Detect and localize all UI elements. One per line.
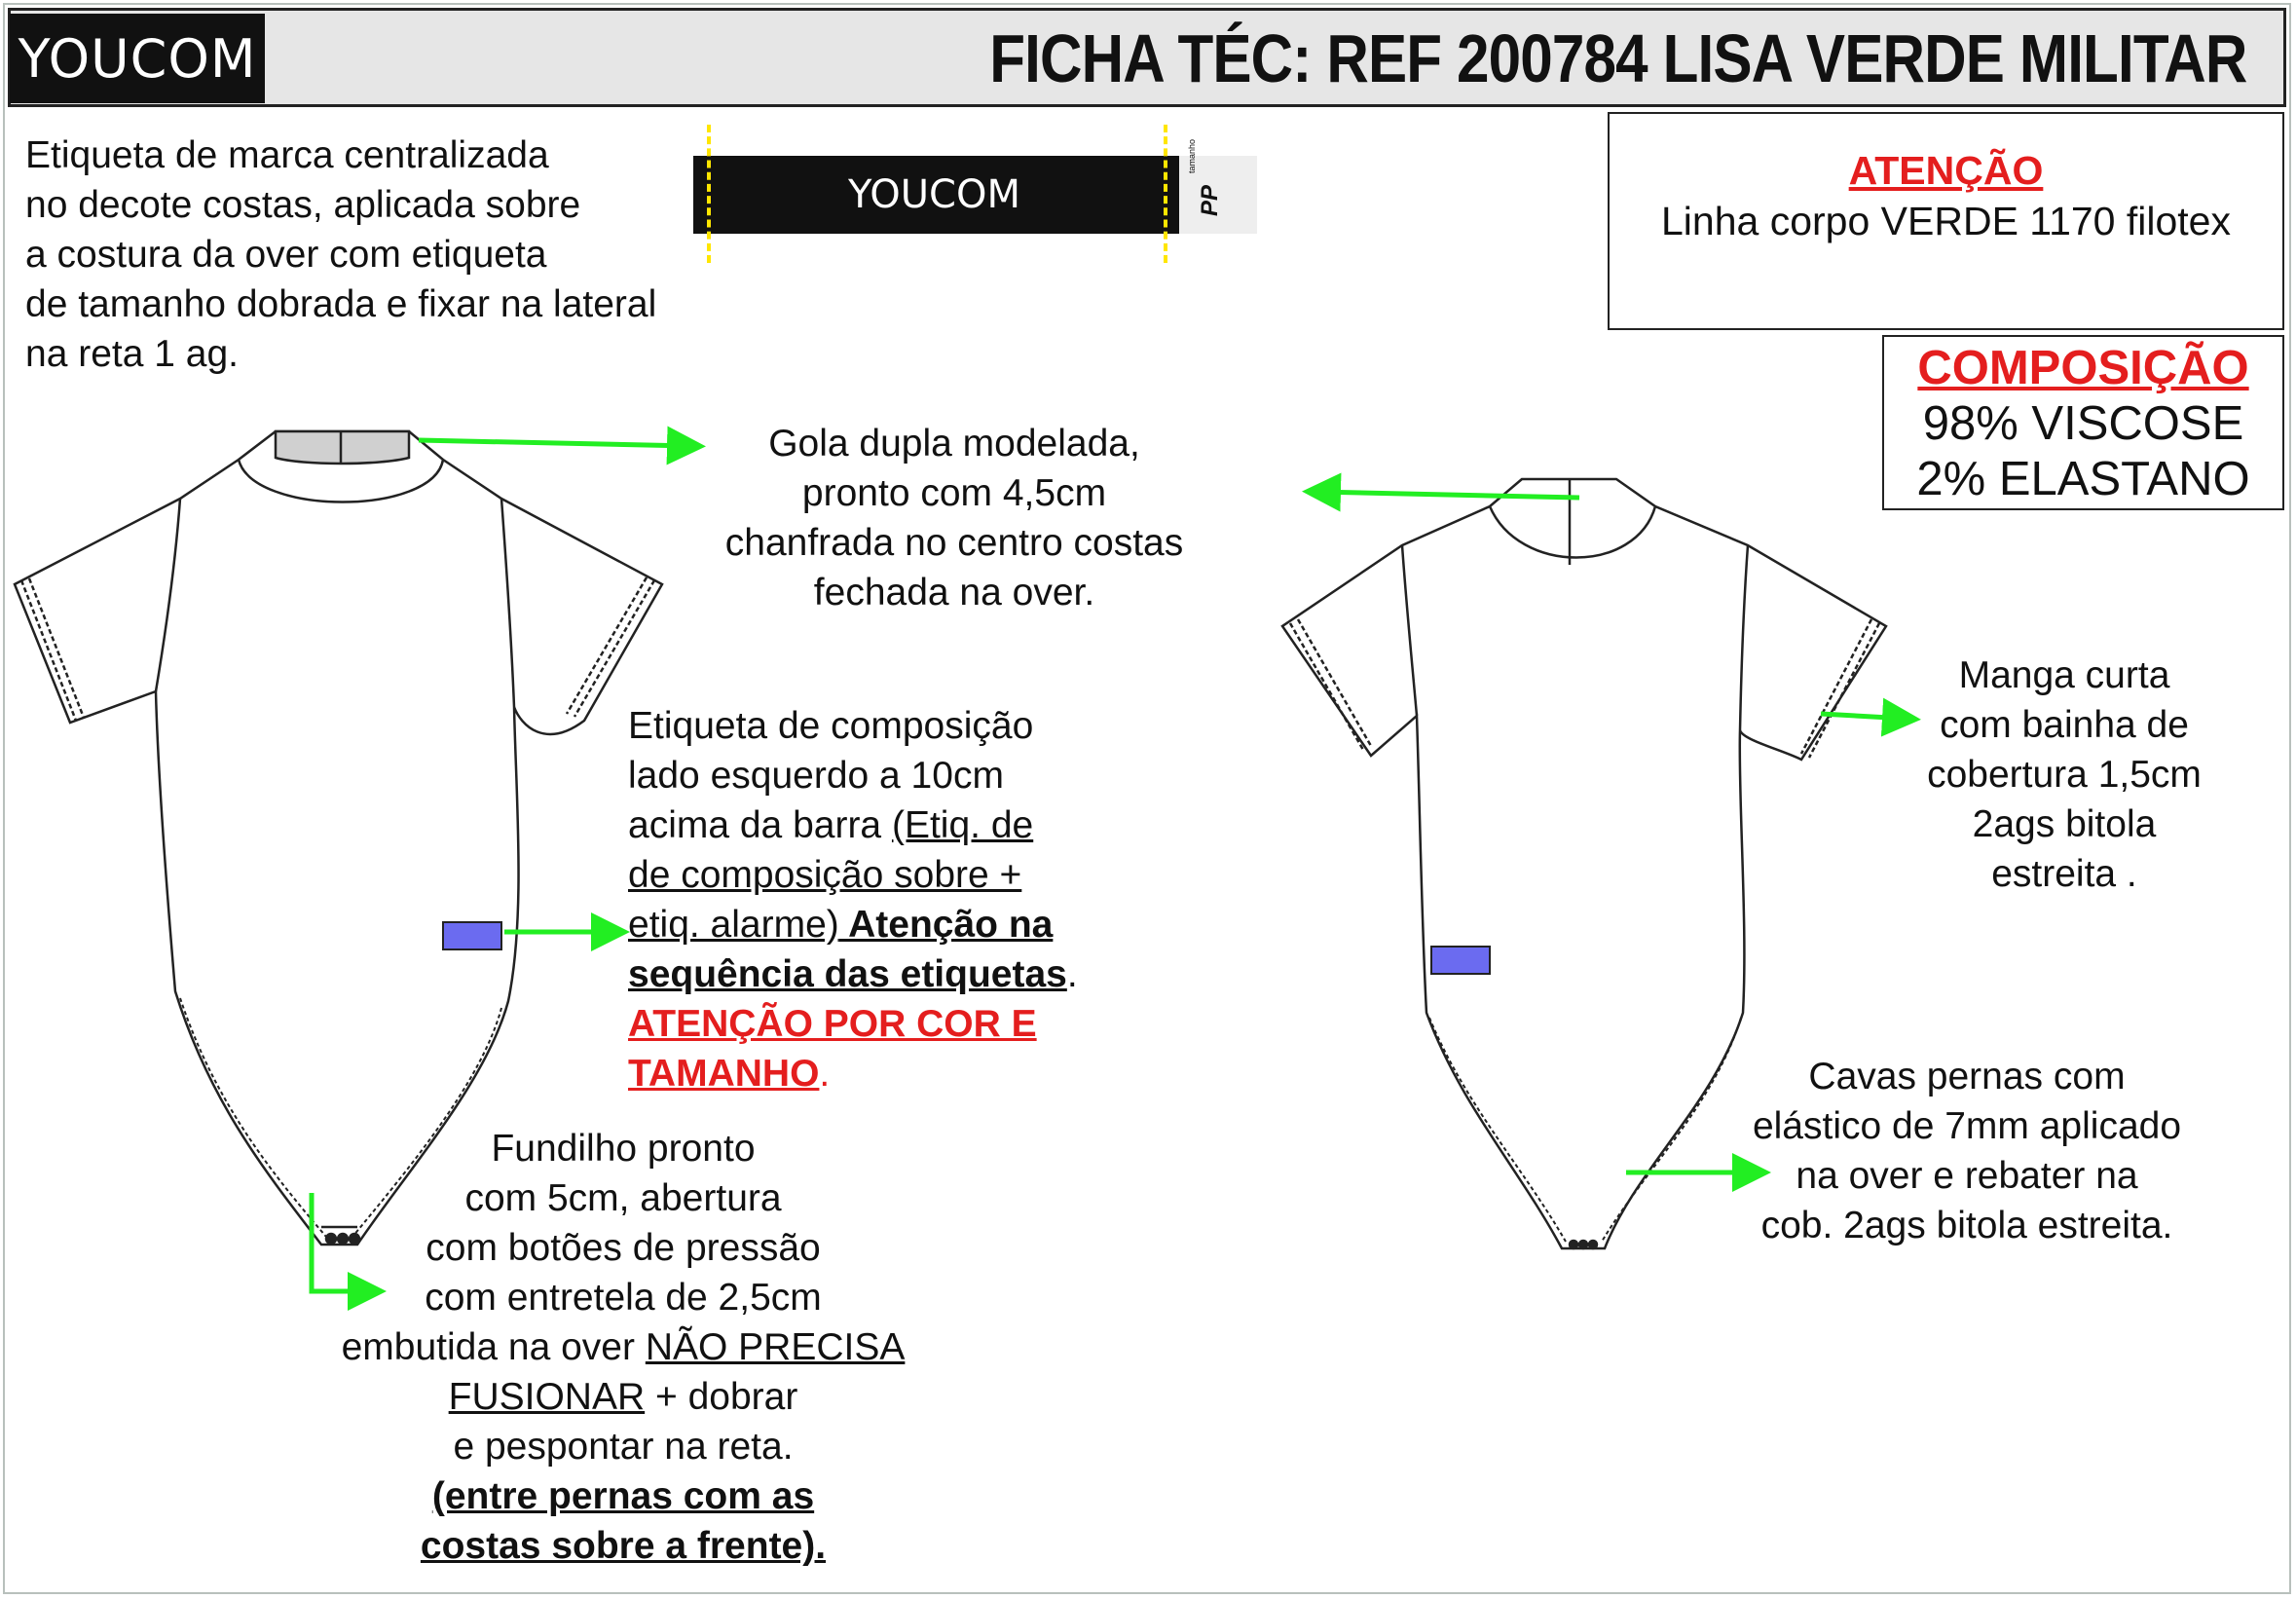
page-title: FICHA TÉC: REF 200784 LISA VERDE MILITAR [989, 20, 2247, 96]
size-caption: tamanho [1187, 138, 1197, 173]
note-line: de tamanho dobrada e fixar na lateral [25, 283, 657, 325]
back-bodysuit-drawing [1282, 479, 1886, 1248]
composition-heading: COMPOSIÇÃO [1917, 342, 2249, 394]
note-line: Etiqueta de marca centralizada [25, 134, 549, 176]
note-line: no decote costas, aplicada sobre [25, 184, 581, 226]
front-snap-button [326, 1234, 336, 1244]
note-line-bold: costas sobre a frente). [420, 1525, 827, 1567]
note-line: pronto com 4,5cm [801, 472, 1107, 514]
note-line: na reta 1 ag. [25, 333, 239, 375]
note-line: e pespontar na reta. [453, 1426, 794, 1468]
note-warning: ATENÇÃO POR COR E [628, 1003, 1037, 1045]
note-text-underlined: FUSIONAR [448, 1376, 646, 1418]
note-line: lado esquerdo a 10cm [628, 755, 1004, 797]
note-line: com bainha de [1940, 704, 2189, 746]
note-line: a costura da over com etiqueta [25, 234, 547, 276]
note-warning: TAMANHO [628, 1053, 820, 1095]
back-body-outline [1282, 479, 1886, 1248]
note-text-underlined: etiq. alarme) [628, 904, 839, 946]
back-composition-label-patch [1431, 947, 1490, 974]
front-snap-button [350, 1234, 359, 1244]
attention-text: Linha corpo VERDE 1170 filotex [1661, 199, 2231, 243]
note-line: Fundilho pronto [491, 1128, 756, 1170]
note-line: 2ags bitola [1972, 803, 2157, 845]
note-line-bold: (entre pernas com as [431, 1475, 815, 1517]
front-snap-button [338, 1234, 348, 1244]
sleeve-arrow [1821, 714, 1907, 719]
note-line: na over e rebater na [1796, 1155, 2138, 1197]
note-text: . [1066, 953, 1078, 995]
back-snap-button [1589, 1241, 1597, 1248]
note-line: com entretela de 2,5cm [425, 1277, 822, 1319]
note-line: fechada na over. [813, 572, 1095, 614]
note-line: Gola dupla modelada, [768, 423, 1140, 465]
note-text-bold: Atenção na [838, 904, 1054, 946]
note-line: chanfrada no centro costas [724, 522, 1184, 564]
note-line: com 5cm, abertura [464, 1177, 782, 1219]
back-snap-button [1579, 1241, 1587, 1248]
front-body-outline [15, 431, 662, 1245]
note-line: Etiqueta de composição [628, 705, 1034, 747]
note-text-underlined: NÃO PRECISA [645, 1326, 906, 1368]
front-composition-label-patch [443, 922, 501, 949]
brand-label-image: YOUCOM [693, 156, 1175, 234]
note-line: elástico de 7mm aplicado [1752, 1105, 2182, 1147]
attention-heading: ATENÇÃO [1848, 148, 2044, 193]
note-line: cobertura 1,5cm [1927, 754, 2202, 796]
collar-arrow [419, 440, 691, 446]
note-line: Manga curta [1958, 654, 2170, 696]
note-line: com botões de pressão [426, 1227, 821, 1269]
note-text: acima da barra [628, 804, 892, 846]
note-text-bold: sequência das etiquetas [628, 953, 1067, 995]
back-snap-button [1570, 1241, 1577, 1248]
front-collar-band [276, 431, 409, 464]
note-line: Cavas pernas com [1808, 1056, 2126, 1097]
note-line: cob. 2ags bitola estreita. [1760, 1205, 2173, 1246]
composition-line: 2% ELASTANO [1916, 453, 2250, 505]
note-text: . [819, 1053, 831, 1095]
note-line: de composição sobre + [628, 854, 1022, 896]
note-text: embutida na over [341, 1326, 646, 1368]
size-value: PP [1197, 184, 1223, 216]
note-text-underlined: (Etiq. de [891, 804, 1034, 846]
composition-line: 98% VISCOSE [1922, 397, 2244, 450]
front-bodysuit-drawing [15, 431, 662, 1245]
youcom-logo: YOUCOM [10, 14, 265, 103]
note-line: estreita . [1991, 853, 2137, 895]
note-text: + dobrar [645, 1376, 798, 1418]
